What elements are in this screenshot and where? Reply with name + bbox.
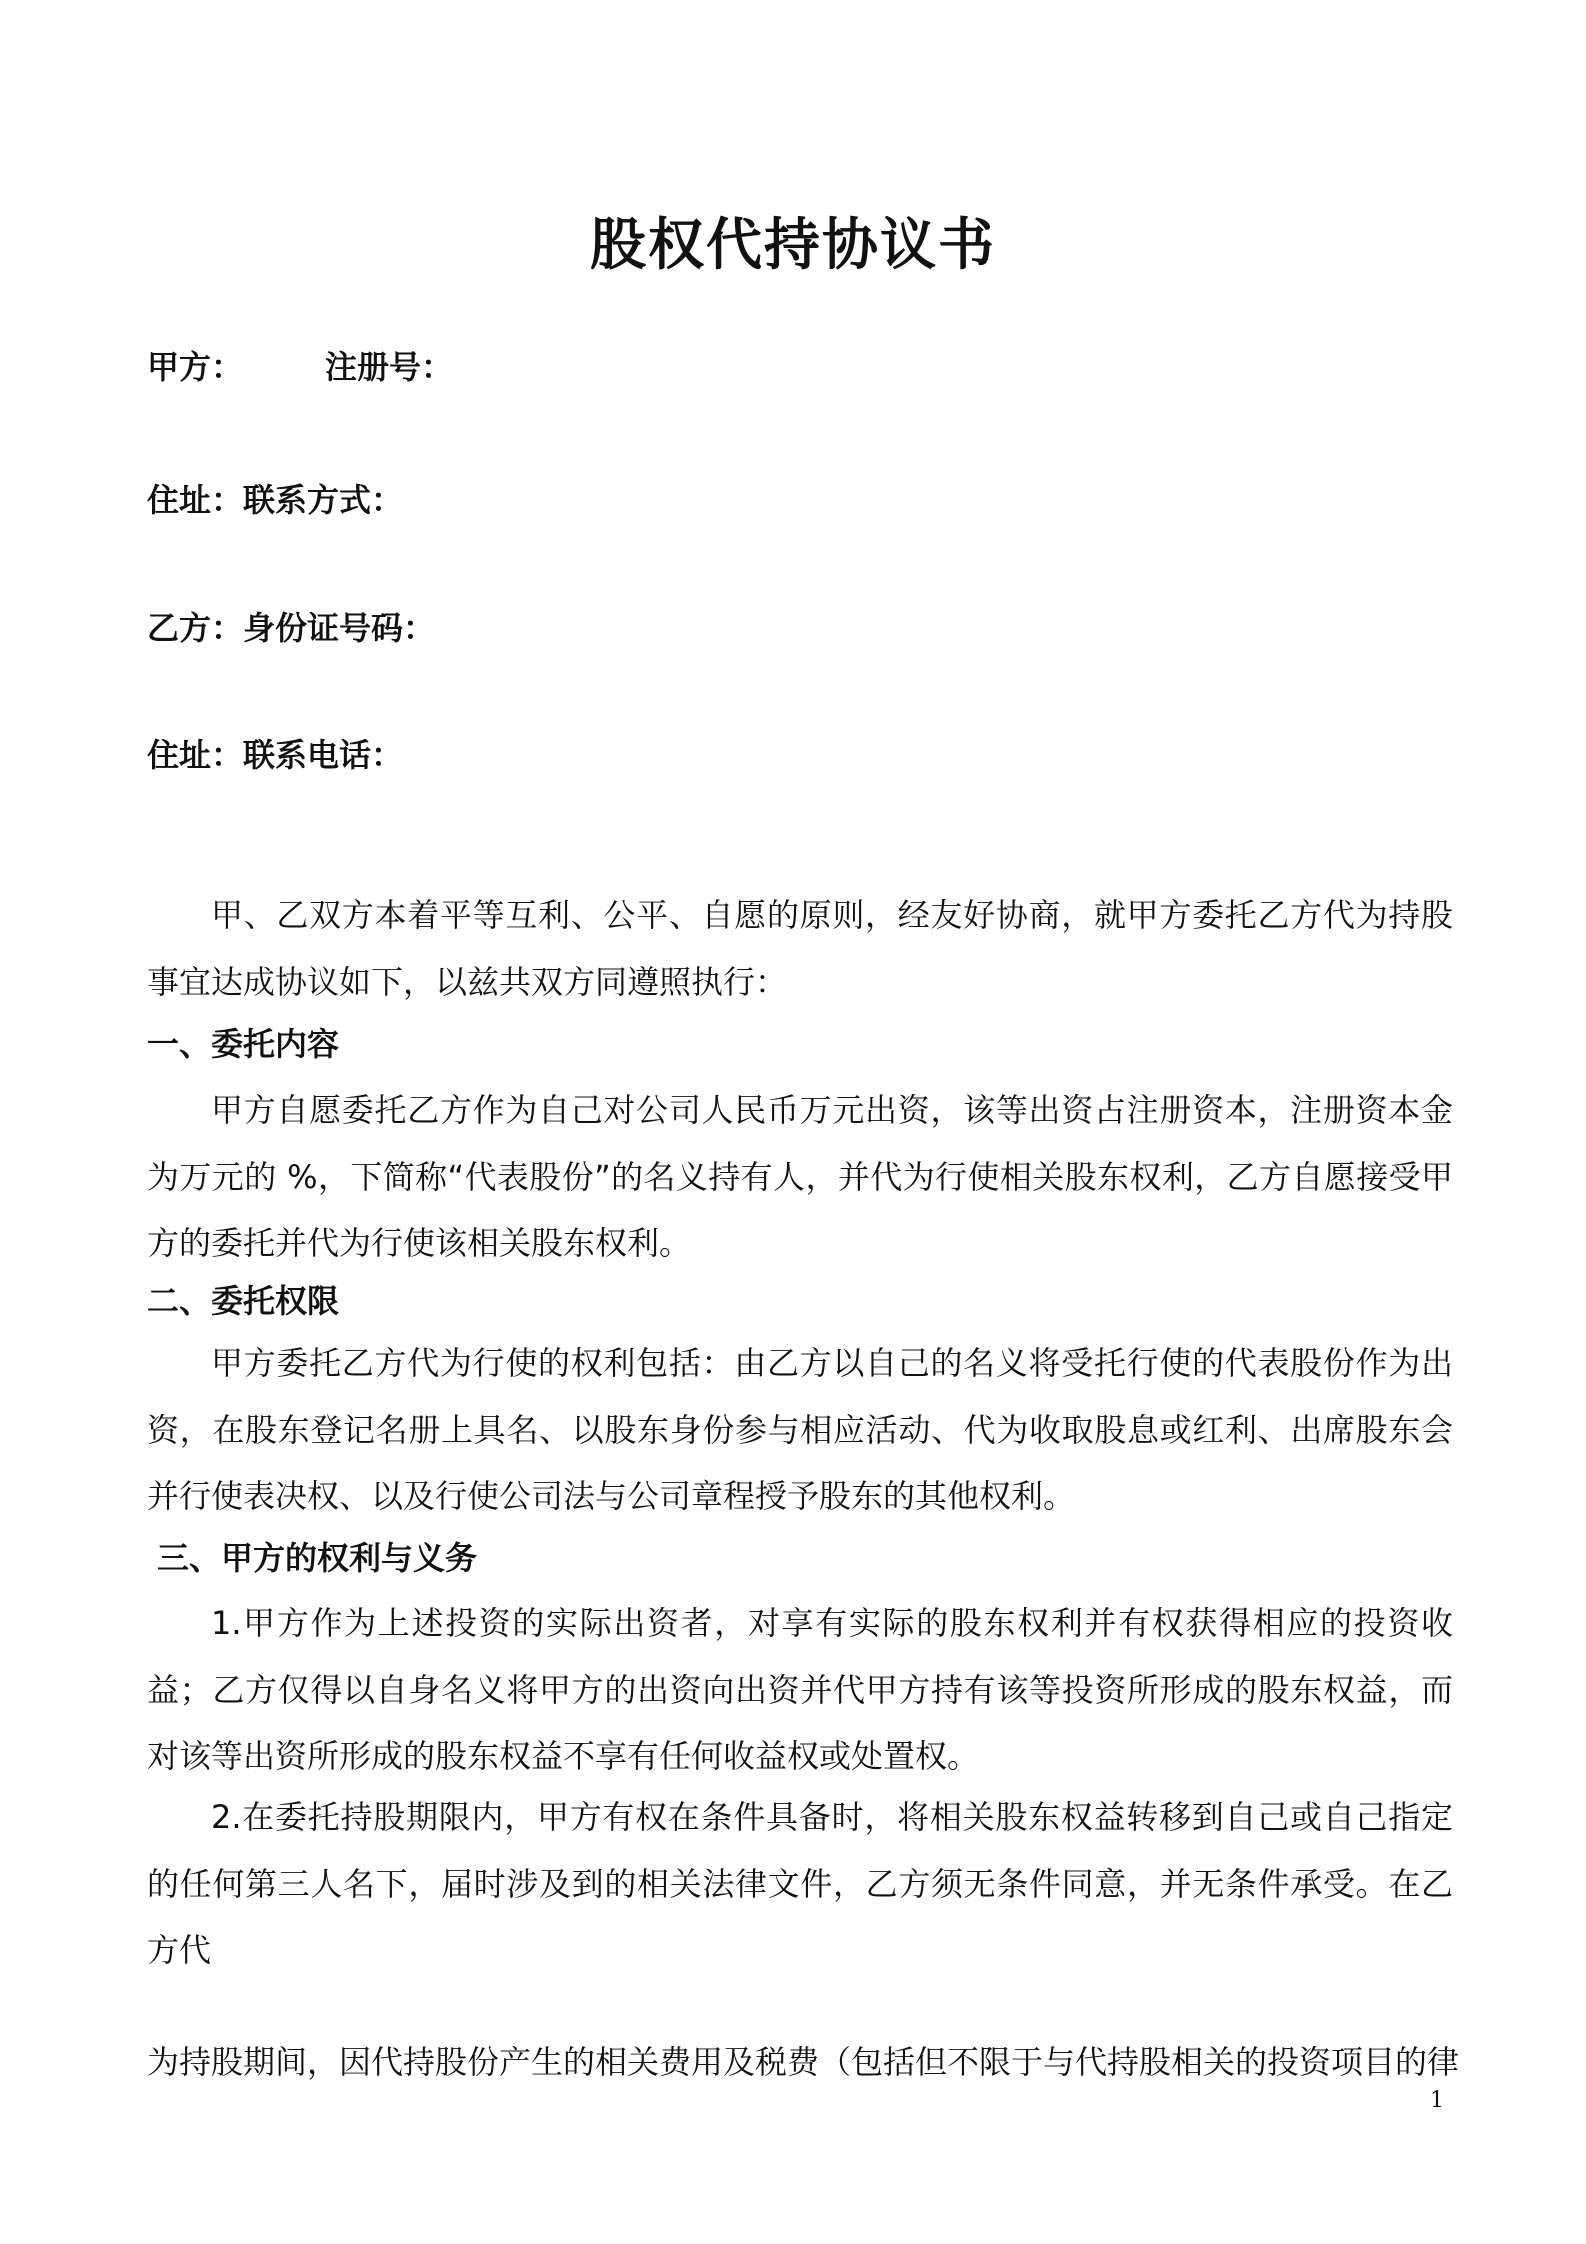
intro-paragraph: 甲、乙双方本着平等互利、公平、自愿的原则，经友好协商，就甲方委托乙方代为持股事宜达成协议如下，以兹共双方同遵照执行： [147,896,1453,1001]
document-title: 股权代持协议书 [590,213,996,278]
section-heading-entrustment: 一、委托内容 [147,1025,340,1063]
party-b-address-label: 住址：联系电话： [147,736,404,774]
party-a-row [147,345,243,389]
registration-no-row [325,345,453,389]
party-b-label: 乙方：身份证号码： [147,609,436,647]
section-paragraph-entrustment: 甲方自愿委托乙方作为自己对公司人民币万元出资，该等出资占注册资本，注册资本金为万元的 %，下简称“代表股份”的名义持有人，并代为行使相关股东权利，乙方自愿接受甲方的委托并代为行使该相关股东权利。 [147,1091,1453,1262]
party-a-address-label: 住址：联系方式： [147,481,404,519]
section-paragraph-authority: 甲方委托乙方代为行使的权利包括：由乙方以自己的名义将受托行使的代表股份作为出资，在股东登记名册上具名、以股东身份参与相应活动、代为收取股息或红利、出席股东会并行使表决权、以及行使公司法与公司章程授予股东的其他权利。 [147,1344,1453,1515]
section-paragraph-rights-2: 2.在委托持股期限内，甲方有权在条件具备时，将相关股东权益转移到自己或自己指定的任何第三人名下，届时涉及到的相关法律文件，乙方须无条件同意，并无条件承受。在乙方代 [147,1798,1453,1969]
continuation-line: 为持股期间，因代持股份产生的相关费用及税费（包括但不限于与代持股相关的投资项目的律 [147,2043,1460,2081]
section-paragraph-rights-1: 1.甲方作为上述投资的实际出资者，对享有实际的股东权利并有权获得相应的投资收益；乙方仅得以自身名义将甲方的出资向出资并代甲方持有该等投资所形成的股东权益，而对该等出资所形成的股东权益不享有任何收益权或处置权。 [147,1604,1453,1775]
page-number: 1 [1430,2088,1444,2113]
section-heading-authority: 二、委托权限 [147,1282,340,1320]
party-a-label: 甲方： [147,348,244,386]
section-heading-party-a-rights: 三、甲方的权利与义务 [157,1539,478,1577]
registration-no-label: 注册号： [325,348,454,386]
